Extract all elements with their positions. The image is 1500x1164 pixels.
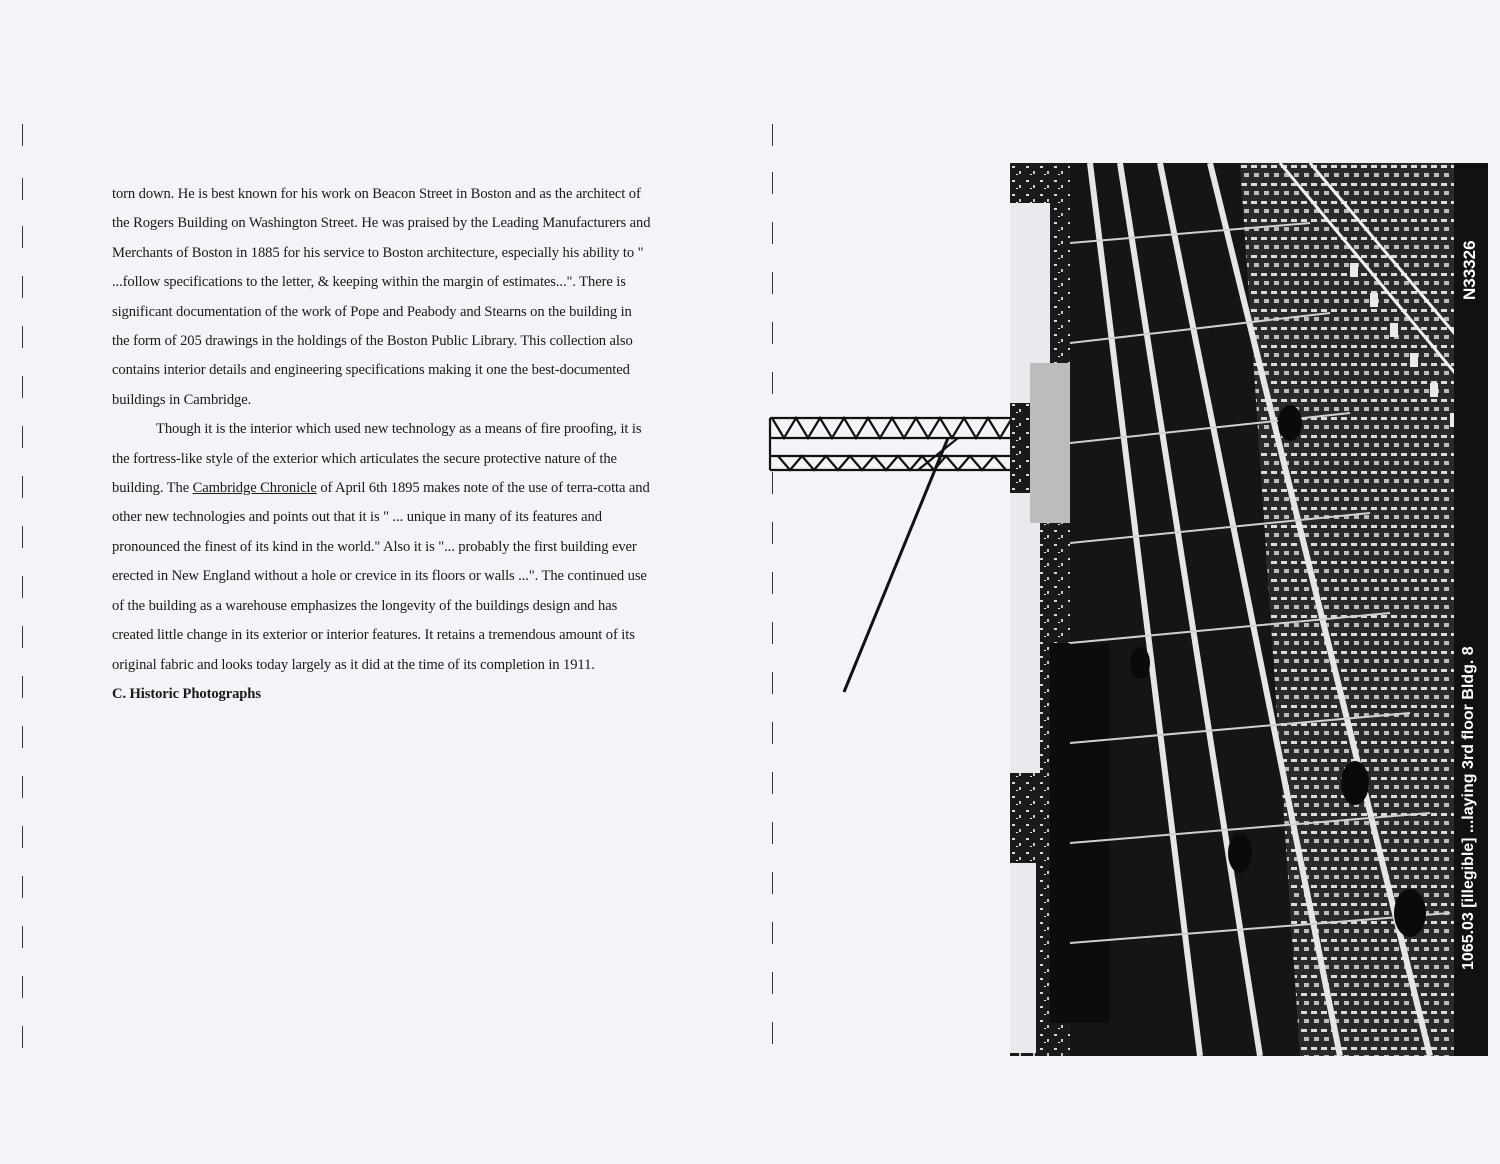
photo-id-label: N33326 [1460,240,1479,300]
photo-caption-label: 1065.03 [illegible] ...laying 3rd floor Bldg. 8 [1460,646,1477,970]
body-text [112,180,652,709]
historic-photograph [1010,163,1488,1056]
paragraph-exterior-style-start: Though it is the interior which used new technology as a means of fire proofing, it is the fortress-like style of the exterior which articulates the secure protective nature of the building. The [112,421,642,497]
section-heading: C. Historic Photographs [112,685,261,702]
crane-boom-graphic [768,412,1018,697]
paragraph-exterior-style [112,415,652,680]
paragraph-architect-history: torn down. He is best known for his work on Beacon Street in Boston and as the architect of the Rogers Building on Washington Street. He was praised by the Leading Manufacturers and Merchants of Boston in 1885 for his service to Boston architecture, especially his ability to " ...follow specifications to the letter, & keeping within the margin of estimates...". There is significant documentation of the work of Pope and Peabody and Stearns on the building in the form of 205 drawings in the holdings of the Boston Public Library. This collection also contains interior details and engineering specifications making it one the best-documented buildings in Cambridge. [112,186,651,408]
paragraph-exterior-style-end: of April 6th 1895 makes note of the use of terra-cotta and other new technologies and points out that it is " ... unique in many of its features and pronounced the finest of its kind in the world." Also it is "... probably the first building ever erected in New England without a hole or crevice in its floors or walls ...". The continued use of the building as a warehouse emphasizes the longevity of the buildings design and has created little change in its exterior or interior features. It retains a tremendous amount of its original fabric and looks today largely as it did at the time of its completion in 1911. [112,480,650,673]
newspaper-title: Cambridge Chronicle [192,480,317,497]
construction-scene-image [1010,163,1488,1056]
